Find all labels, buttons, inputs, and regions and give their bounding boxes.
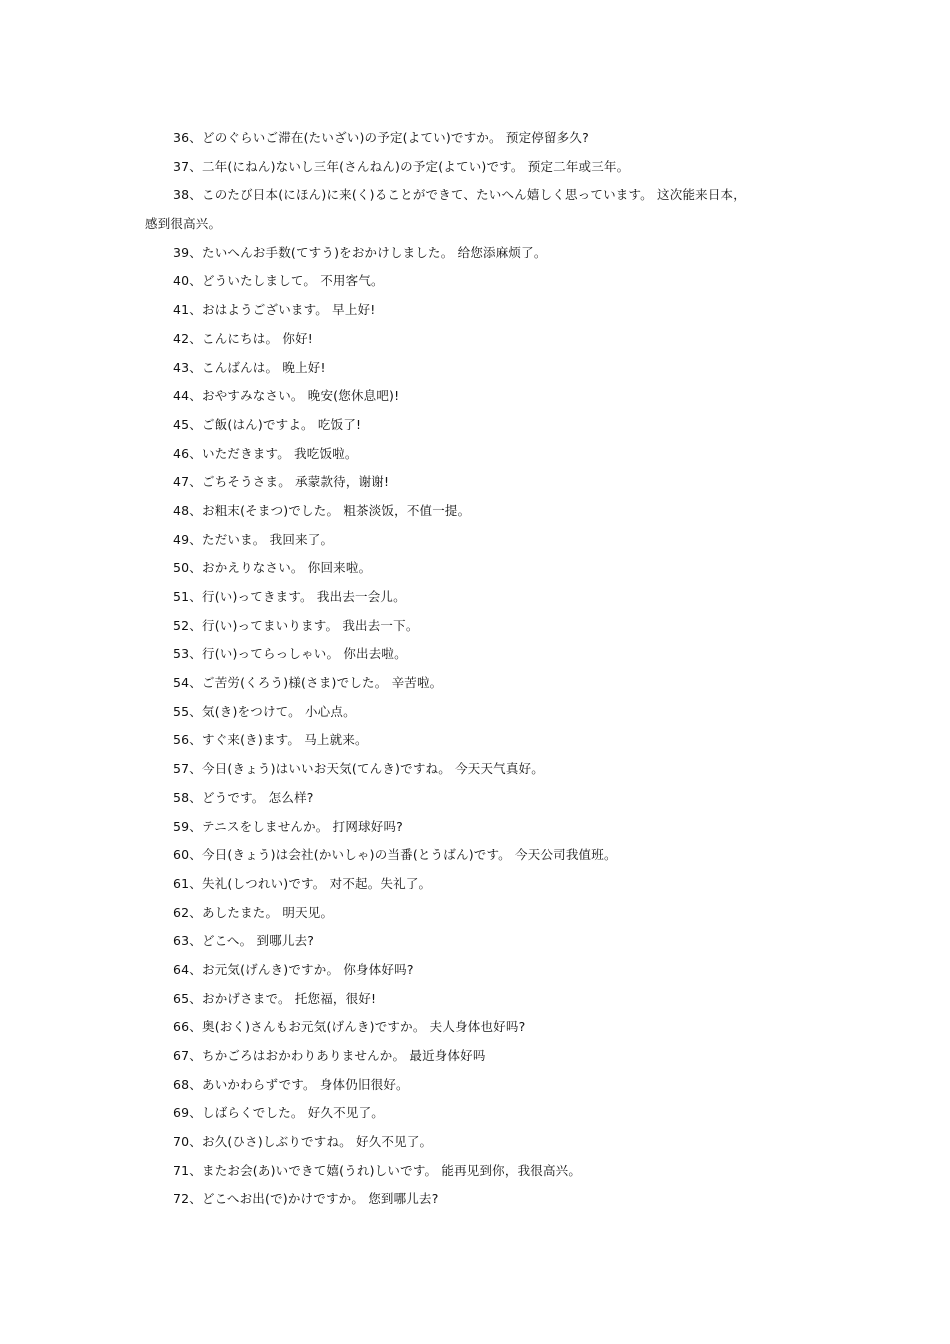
phrase-line: 63、どこへ。 到哪儿去? bbox=[173, 933, 315, 949]
phrase-line: 49、ただいま。 我回来了。 bbox=[173, 531, 334, 547]
phrase-line: 65、おかげさまで。 托您福，很好! bbox=[173, 990, 377, 1006]
phrase-line: 66、奥(おく)さんもお元気(げんき)ですか。 夫人身体也好吗? bbox=[173, 1019, 526, 1035]
phrase-line: 48、お粗末(そまつ)でした。 粗茶淡饭，不值一提。 bbox=[173, 502, 471, 518]
phrase-line: 41、おはようございます。 早上好! bbox=[173, 302, 376, 318]
phrase-line: 40、どういたしまして。 不用客气。 bbox=[173, 273, 384, 289]
phrase-line: 38、このたび日本(にほん)に来(く)ることができて、たいへん嬉しく思っています。 这次能来日本， bbox=[173, 187, 746, 203]
phrase-line: 44、おやすみなさい。 晚安(您休息吧)! bbox=[173, 388, 400, 404]
phrase-line: 54、ご苦労(くろう)様(さま)でした。 辛苦啦。 bbox=[173, 675, 443, 691]
phrase-line: 46、いただきます。 我吃饭啦。 bbox=[173, 445, 358, 461]
phrase-line: 70、お久(ひさ)しぶりですね。 好久不见了。 bbox=[173, 1134, 433, 1150]
phrase-line: 67、ちかごろはおかわりありませんか。 最近身体好吗 bbox=[173, 1048, 486, 1063]
phrase-line: 64、お元気(げんき)ですか。 你身体好吗? bbox=[173, 961, 414, 977]
phrase-line: 56、すぐ来(き)ます。 马上就来。 bbox=[173, 732, 368, 748]
phrase-line: 71、またお会(あ)いできて嬉(うれ)しいです。 能再见到你，我很高兴。 bbox=[173, 1162, 582, 1178]
phrase-line: 58、どうです。 怎么样? bbox=[173, 789, 314, 805]
phrase-line: 62、あしたまた。 明天见。 bbox=[173, 904, 334, 920]
phrase-line: 47、ごちそうさま。 承蒙款待，谢谢! bbox=[173, 474, 390, 490]
phrase-line: 60、今日(きょう)は会社(かいしゃ)の当番(とうばん)です。 今天公司我值班。 bbox=[173, 847, 617, 863]
phrase-line: 37、二年(にねん)ないし三年(さんねん)の予定(よてい)です。 预定二年或三年。 bbox=[173, 158, 630, 174]
phrase-line: 43、こんばんは。 晚上好! bbox=[173, 359, 326, 375]
continuation-line: 感到很高兴。 bbox=[145, 216, 222, 232]
document-body bbox=[0, 124, 950, 1214]
phrase-line: 61、失礼(しつれい)です。 对不起。失礼了。 bbox=[173, 875, 432, 891]
phrase-line: 45、ご飯(はん)ですよ。 吃饭了! bbox=[173, 416, 362, 432]
phrase-line: 72、どこへお出(で)かけですか。 您到哪儿去? bbox=[173, 1191, 439, 1207]
phrase-line: 52、行(い)ってまいります。 我出去一下。 bbox=[173, 617, 419, 633]
phrase-line: 59、テニスをしませんか。 打网球好吗? bbox=[173, 818, 404, 834]
phrase-line: 39、たいへんお手数(てすう)をおかけしました。 给您添麻烦了。 bbox=[173, 244, 547, 260]
phrase-line: 68、あいかわらずです。 身体仍旧很好。 bbox=[173, 1076, 409, 1092]
phrase-line: 51、行(い)ってきます。 我出去一会儿。 bbox=[173, 589, 406, 604]
phrase-line: 55、気(き)をつけて。 小心点。 bbox=[173, 703, 356, 719]
phrase-line: 53、行(い)ってらっしゃい。 你出去啦。 bbox=[173, 646, 407, 662]
phrase-line: 69、しばらくでした。 好久不见了。 bbox=[173, 1105, 384, 1121]
phrase-line: 36、どのぐらいご滞在(たいざい)の予定(よてい)ですか。 预定停留多久? bbox=[173, 130, 589, 145]
phrase-line: 50、おかえりなさい。 你回来啦。 bbox=[173, 560, 372, 576]
phrase-line: 42、こんにちは。 你好! bbox=[173, 330, 313, 346]
phrase-line: 57、今日(きょう)はいいお天気(てんき)ですね。 今天天气真好。 bbox=[173, 761, 544, 777]
